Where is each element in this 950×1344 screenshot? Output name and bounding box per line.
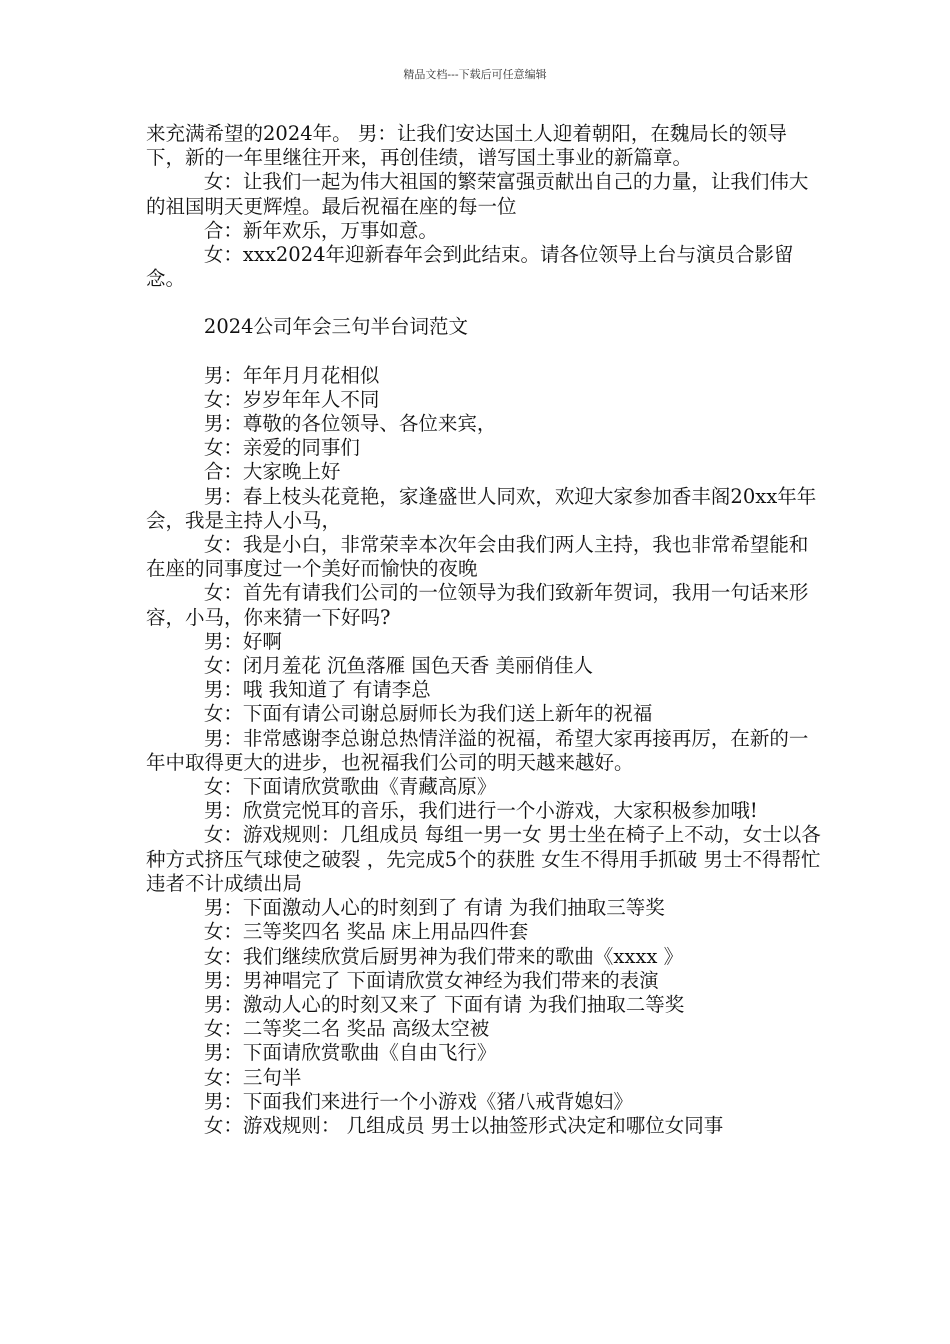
paragraph: 男：欣赏完悦耳的音乐，我们进行一个小游戏，大家积极参加哦! <box>203 799 758 823</box>
paragraph: 男：年年月月花相似 <box>203 363 380 387</box>
paragraph: 男：春上枝头花竟艳，家逢盛世人同欢，欢迎大家参加香丰阁20xx年年会，我是主持人小马， <box>146 484 817 532</box>
paragraph: 女：下面请欣赏歌曲《青藏高原》 <box>203 775 497 799</box>
paragraph: 女：闭月羞花 沉鱼落雁 国色天香 美丽俏佳人 <box>203 654 594 678</box>
paragraph: 女：二等奖二名 奖品 高级太空被 <box>203 1017 490 1041</box>
paragraph: 来充满希望的2024年。 男：让我们安达国土人迎着朝阳，在魏局长的领导下，新的一年里继往开来，再创佳绩，谱写国土事业的新篇章。 <box>146 122 787 170</box>
paragraph: 女：亲爱的同事们 <box>203 436 360 460</box>
paragraph: 女：下面有请公司谢总厨师长为我们送上新年的祝福 <box>203 702 653 726</box>
blank-line <box>146 291 822 315</box>
paragraph: 女：三句半 <box>203 1065 302 1089</box>
paragraph: 女：岁岁年年人不同 <box>203 387 380 411</box>
paragraph: 男：下面激动人心的时刻到了 有请 为我们抽取三等奖 <box>203 896 665 920</box>
section-title: 2024公司年会三句半台词范文 <box>203 315 469 339</box>
paragraph: 男：激动人心的时刻又来了 下面有请 为我们抽取二等奖 <box>203 992 685 1016</box>
paragraph: 女：我们继续欣赏后厨男神为我们带来的歌曲《xxxx 》 <box>203 944 684 968</box>
paragraph: 男：哦 我知道了 有请李总 <box>203 678 431 702</box>
paragraph: 男：尊敬的各位领导、各位来宾， <box>203 412 497 436</box>
paragraph: 男：下面我们来进行一个小游戏《猪八戒背媳妇》 <box>203 1089 633 1113</box>
paragraph: 女：首先有请我们公司的一位领导为我们致新年贺词，我用一句话来形容，小马，你来猜一下好吗? <box>146 581 809 629</box>
paragraph: 女：三等奖四名 奖品 床上用品四件套 <box>203 920 529 944</box>
paragraph: 女：游戏规则：几组成员 每组一男一女 男士坐在椅子上不动，女士以各种方式挤压气球使之破裂 ，先完成5个的获胜 女生不得用手抓破 男士不得帮忙 违者不计成绩出局 <box>146 823 821 895</box>
paragraph: 男：下面请欣赏歌曲《自由飞行》 <box>203 1041 497 1065</box>
paragraph: 男：男神唱完了 下面请欣赏女神经为我们带来的表演 <box>203 968 659 992</box>
paragraph: 男：非常感谢李总谢总热情洋溢的祝福，希望大家再接再厉，在新的一年中取得更大的进步，也祝福我们公司的明天越来越好。 <box>146 726 809 774</box>
paragraph: 女：我是小白，非常荣幸本次年会由我们两人主持，我也非常希望能和在座的同事度过一个美好而愉快的夜晚 <box>146 533 809 581</box>
paragraph: 女：让我们一起为伟大祖国的繁荣富强贡献出自己的力量，让我们伟大的祖国明天更辉煌。最后祝福在座的每一位 <box>146 170 809 218</box>
paragraph: 合：新年欢乐，万事如意。 <box>203 218 438 242</box>
paragraph: 女：xxx2024年迎新春年会到此结束。请各位领导上台与演员合影留念。 <box>146 243 794 291</box>
paragraph: 女：游戏规则： 几组成员 男士以抽签形式决定和哪位女同事 <box>203 1113 724 1137</box>
document-body <box>146 122 822 1138</box>
page-header: 精品文档---下载后可任意编辑 <box>403 68 547 81</box>
blank-line <box>146 340 822 364</box>
paragraph: 男：好啊 <box>203 629 282 653</box>
paragraph: 合：大家晚上好 <box>203 460 341 484</box>
